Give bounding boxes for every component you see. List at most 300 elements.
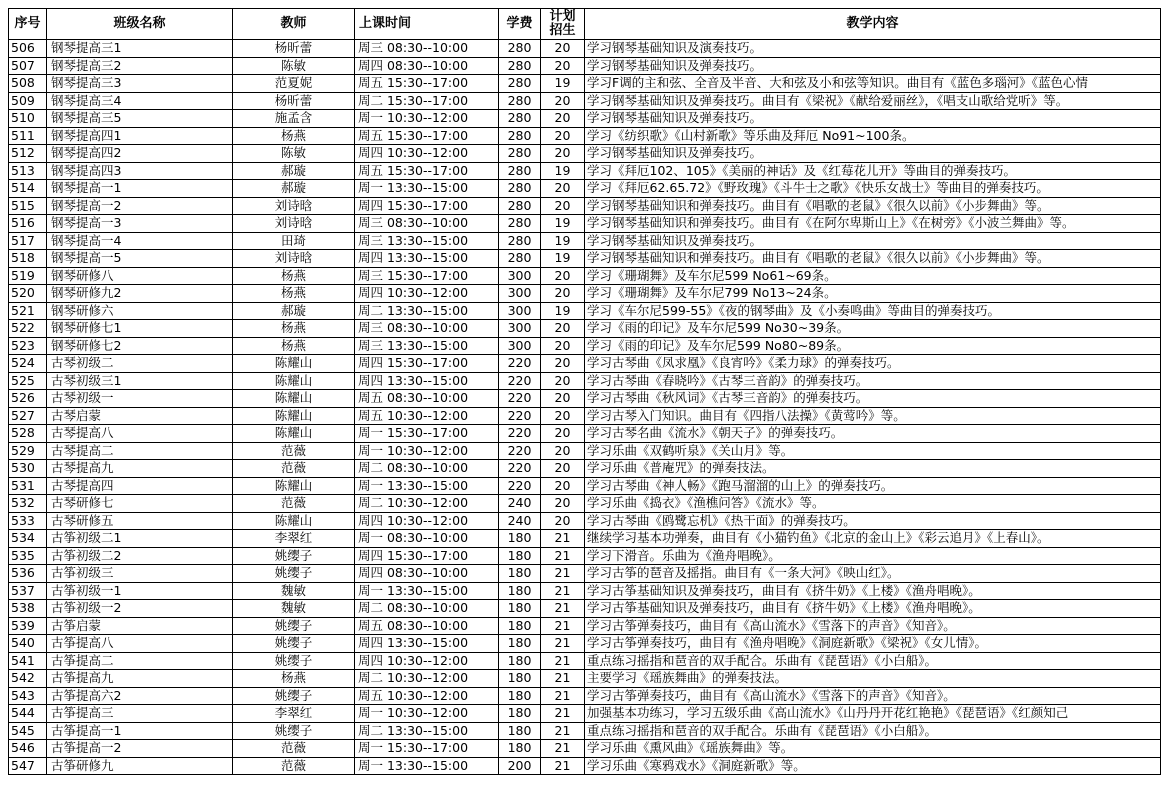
cell-planned-enrollment: 19 [541,232,585,250]
cell-planned-enrollment: 19 [541,75,585,93]
cell-serial: 516 [9,215,47,233]
cell-teacher: 陈耀山 [233,512,355,530]
cell-class-name: 古琴提高二 [47,442,233,460]
cell-class-name: 古筝初级一1 [47,582,233,600]
cell-teacher: 范夏妮 [233,75,355,93]
cell-planned-enrollment: 19 [541,215,585,233]
table-row [9,670,1161,688]
cell-class-name: 钢琴提高一4 [47,232,233,250]
cell-class-time: 周五 15:30--17:00 [355,127,499,145]
cell-serial: 523 [9,337,47,355]
cell-teacher: 杨燕 [233,337,355,355]
cell-teaching-content: 学习钢琴基础知识及弹奏技巧。 [585,232,1161,250]
cell-fee: 280 [499,180,541,198]
table-row [9,337,1161,355]
cell-teacher: 李翠红 [233,530,355,548]
cell-teaching-content: 学习乐曲《寒鸦戏水》《洞庭新歌》等。 [585,757,1161,775]
cell-class-name: 古琴提高四 [47,477,233,495]
cell-class-name: 古琴研修七 [47,495,233,513]
cell-fee: 180 [499,652,541,670]
cell-serial: 544 [9,705,47,723]
cell-class-name: 钢琴研修七2 [47,337,233,355]
cell-fee: 280 [499,145,541,163]
cell-fee: 180 [499,635,541,653]
cell-class-name: 钢琴研修八 [47,267,233,285]
cell-teaching-content: 学习《珊瑚舞》及车尔尼599 No61~69条。 [585,267,1161,285]
cell-fee: 180 [499,582,541,600]
cell-planned-enrollment: 20 [541,92,585,110]
cell-planned-enrollment: 21 [541,547,585,565]
cell-class-time: 周五 10:30--12:00 [355,407,499,425]
cell-planned-enrollment: 20 [541,390,585,408]
cell-class-time: 周二 10:30--12:00 [355,495,499,513]
table-row [9,250,1161,268]
cell-teacher: 陈耀山 [233,372,355,390]
cell-class-time: 周四 15:30--17:00 [355,547,499,565]
cell-class-time: 周三 13:30--15:00 [355,232,499,250]
cell-teaching-content: 学习乐曲《熏风曲》《瑶族舞曲》等。 [585,740,1161,758]
cell-class-time: 周四 13:30--15:00 [355,635,499,653]
cell-planned-enrollment: 20 [541,197,585,215]
cell-fee: 300 [499,320,541,338]
table-row [9,75,1161,93]
cell-teaching-content: 重点练习摇指和琶音的双手配合。乐曲有《琵琶语》《小白船》。 [585,652,1161,670]
table-row [9,652,1161,670]
cell-teacher: 陈敏 [233,145,355,163]
cell-class-time: 周四 10:30--12:00 [355,652,499,670]
cell-class-time: 周一 13:30--15:00 [355,477,499,495]
cell-teacher: 杨燕 [233,127,355,145]
cell-fee: 280 [499,40,541,58]
cell-teaching-content: 学习钢琴基础知识和弹奏技巧。曲目有《唱歌的老鼠》《很久以前》《小步舞曲》等。 [585,197,1161,215]
cell-class-name: 古筝提高二 [47,652,233,670]
cell-teaching-content: 加强基本功练习，学习五级乐曲《高山流水》《山丹丹开花红艳艳》《琵琶语》《红颜知己 [585,705,1161,723]
cell-fee: 280 [499,215,541,233]
cell-teacher: 施孟含 [233,110,355,128]
cell-teacher: 姚缨子 [233,565,355,583]
table-row [9,757,1161,775]
cell-class-name: 钢琴提高一1 [47,180,233,198]
cell-teacher: 陈耀山 [233,425,355,443]
cell-serial: 526 [9,390,47,408]
cell-class-time: 周五 08:30--10:00 [355,617,499,635]
cell-class-name: 古筝启蒙 [47,617,233,635]
table-row [9,127,1161,145]
cell-teaching-content: 学习古琴曲《秋风词》《古琴三音韵》的弹奏技巧。 [585,390,1161,408]
table-row [9,477,1161,495]
cell-teacher: 杨昕蕾 [233,92,355,110]
cell-teaching-content: 学习古筝基础知识及弹奏技巧，曲目有《挤牛奶》《上楼》《渔舟唱晚》。 [585,582,1161,600]
cell-fee: 220 [499,425,541,443]
cell-serial: 507 [9,57,47,75]
cell-serial: 528 [9,425,47,443]
cell-class-name: 钢琴提高三2 [47,57,233,75]
cell-teacher: 郝璇 [233,180,355,198]
cell-fee: 280 [499,250,541,268]
table-row [9,92,1161,110]
cell-teacher: 杨燕 [233,285,355,303]
cell-serial: 543 [9,687,47,705]
cell-class-time: 周四 13:30--15:00 [355,372,499,390]
cell-fee: 280 [499,127,541,145]
cell-planned-enrollment: 21 [541,740,585,758]
cell-class-name: 古琴初级一 [47,390,233,408]
cell-planned-enrollment: 20 [541,320,585,338]
cell-planned-enrollment: 20 [541,372,585,390]
course-table [8,8,1161,775]
cell-teacher: 范薇 [233,757,355,775]
table-row [9,320,1161,338]
cell-serial: 538 [9,600,47,618]
header-teaching-content: 教学内容 [585,9,1161,40]
cell-planned-enrollment: 21 [541,617,585,635]
cell-teaching-content: 学习《车尔尼599-55》《夜的钢琴曲》及《小奏鸣曲》等曲目的弹奏技巧。 [585,302,1161,320]
cell-class-time: 周一 13:30--15:00 [355,757,499,775]
cell-class-name: 钢琴提高三1 [47,40,233,58]
table-row [9,687,1161,705]
cell-class-time: 周三 13:30--15:00 [355,337,499,355]
cell-teacher: 刘诗晗 [233,215,355,233]
cell-serial: 534 [9,530,47,548]
table-row [9,267,1161,285]
cell-class-time: 周一 15:30--17:00 [355,740,499,758]
cell-teacher: 姚缨子 [233,652,355,670]
cell-class-time: 周四 08:30--10:00 [355,57,499,75]
cell-teacher: 郝璇 [233,162,355,180]
cell-teaching-content: 学习乐曲《捣衣》《渔樵问答》《流水》等。 [585,495,1161,513]
cell-teaching-content: 学习古筝基础知识及弹奏技巧，曲目有《挤牛奶》《上楼》《渔舟唱晚》。 [585,600,1161,618]
cell-serial: 531 [9,477,47,495]
cell-fee: 300 [499,267,541,285]
cell-teaching-content: 学习古筝弹奏技巧，曲目有《渔舟唱晚》《洞庭新歌》《梁祝》《女儿情》。 [585,635,1161,653]
header-fee: 学费 [499,9,541,40]
cell-planned-enrollment: 21 [541,722,585,740]
cell-class-time: 周一 10:30--12:00 [355,110,499,128]
cell-teaching-content: 学习钢琴基础知识及弹奏技巧。 [585,110,1161,128]
table-row [9,162,1161,180]
cell-planned-enrollment: 21 [541,565,585,583]
table-row [9,722,1161,740]
table-row [9,215,1161,233]
cell-class-time: 周二 08:30--10:00 [355,460,499,478]
header-planned-enrollment: 计划招生 [541,9,585,40]
cell-serial: 518 [9,250,47,268]
table-row [9,285,1161,303]
cell-serial: 520 [9,285,47,303]
table-row [9,180,1161,198]
cell-class-name: 古琴初级三1 [47,372,233,390]
cell-class-time: 周二 08:30--10:00 [355,600,499,618]
cell-teacher: 刘诗晗 [233,250,355,268]
cell-serial: 522 [9,320,47,338]
cell-fee: 180 [499,530,541,548]
cell-planned-enrollment: 20 [541,355,585,373]
cell-teaching-content: 学习《拜厄62.65.72》《野玫瑰》《斗牛士之歌》《快乐女战士》等曲目的弹奏技巧。 [585,180,1161,198]
cell-fee: 300 [499,337,541,355]
cell-serial: 525 [9,372,47,390]
cell-serial: 540 [9,635,47,653]
cell-planned-enrollment: 20 [541,495,585,513]
cell-teacher: 郝璇 [233,302,355,320]
cell-class-name: 钢琴提高四3 [47,162,233,180]
cell-planned-enrollment: 19 [541,250,585,268]
cell-fee: 220 [499,477,541,495]
cell-fee: 220 [499,442,541,460]
cell-teaching-content: 继续学习基本功弹奏，曲目有《小猫钓鱼》《北京的金山上》《彩云追月》《上春山》。 [585,530,1161,548]
cell-class-time: 周一 10:30--12:00 [355,705,499,723]
table-row [9,145,1161,163]
cell-class-name: 钢琴提高一2 [47,197,233,215]
cell-class-name: 古琴提高八 [47,425,233,443]
cell-teaching-content: 学习《珊瑚舞》及车尔尼799 No13~24条。 [585,285,1161,303]
cell-planned-enrollment: 19 [541,302,585,320]
cell-fee: 180 [499,722,541,740]
cell-class-name: 古筝初级二1 [47,530,233,548]
cell-class-name: 古筝初级一2 [47,600,233,618]
cell-planned-enrollment: 20 [541,127,585,145]
cell-serial: 506 [9,40,47,58]
table-row [9,442,1161,460]
cell-class-name: 钢琴研修九2 [47,285,233,303]
cell-class-name: 古琴提高九 [47,460,233,478]
cell-class-time: 周二 13:30--15:00 [355,722,499,740]
cell-fee: 240 [499,512,541,530]
cell-fee: 180 [499,617,541,635]
header-teacher: 教师 [233,9,355,40]
cell-fee: 280 [499,92,541,110]
cell-serial: 524 [9,355,47,373]
table-row [9,705,1161,723]
cell-teacher: 陈耀山 [233,407,355,425]
cell-fee: 180 [499,670,541,688]
cell-serial: 521 [9,302,47,320]
table-row [9,40,1161,58]
cell-teacher: 杨燕 [233,320,355,338]
cell-class-time: 周五 15:30--17:00 [355,75,499,93]
cell-class-time: 周四 13:30--15:00 [355,250,499,268]
cell-class-time: 周一 13:30--15:00 [355,180,499,198]
table-row [9,355,1161,373]
cell-class-time: 周四 08:30--10:00 [355,565,499,583]
cell-planned-enrollment: 20 [541,407,585,425]
cell-planned-enrollment: 21 [541,687,585,705]
cell-fee: 180 [499,705,541,723]
cell-teaching-content: 学习古筝弹奏技巧，曲目有《高山流水》《雪落下的声音》《知音》。 [585,617,1161,635]
cell-teaching-content: 学习古琴入门知识。曲目有《四指八法操》《黄莺吟》等。 [585,407,1161,425]
cell-class-time: 周五 08:30--10:00 [355,390,499,408]
cell-teaching-content: 学习钢琴基础知识及弹奏技巧。曲目有《梁祝》《献给爱丽丝》，《唱支山歌给党听》等。 [585,92,1161,110]
table-body [9,40,1161,775]
cell-teacher: 李翠红 [233,705,355,723]
cell-class-time: 周二 15:30--17:00 [355,92,499,110]
cell-class-name: 古筝初级三 [47,565,233,583]
cell-class-name: 古琴研修五 [47,512,233,530]
cell-teaching-content: 学习乐曲《普庵咒》的弹奏技法。 [585,460,1161,478]
cell-teaching-content: 学习钢琴基础知识和弹奏技巧。曲目有《唱歌的老鼠》《很久以前》《小步舞曲》等。 [585,250,1161,268]
cell-fee: 300 [499,285,541,303]
cell-fee: 280 [499,110,541,128]
cell-planned-enrollment: 20 [541,57,585,75]
cell-teacher: 姚缨子 [233,617,355,635]
cell-teacher: 姚缨子 [233,687,355,705]
header-class-name: 班级名称 [47,9,233,40]
cell-serial: 539 [9,617,47,635]
cell-teaching-content: 学习古筝的琶音及摇指。曲目有《一条大河》《映山红》。 [585,565,1161,583]
cell-fee: 220 [499,390,541,408]
cell-serial: 513 [9,162,47,180]
cell-class-name: 古琴启蒙 [47,407,233,425]
cell-serial: 533 [9,512,47,530]
cell-class-time: 周二 13:30--15:00 [355,302,499,320]
cell-teaching-content: 学习古琴曲《凤求凰》《良宵吟》《柔力球》的弹奏技巧。 [585,355,1161,373]
cell-serial: 542 [9,670,47,688]
cell-class-time: 周四 15:30--17:00 [355,197,499,215]
table-row [9,57,1161,75]
cell-class-time: 周三 08:30--10:00 [355,320,499,338]
cell-planned-enrollment: 21 [541,652,585,670]
cell-class-name: 古筝提高八 [47,635,233,653]
cell-class-name: 钢琴提高三5 [47,110,233,128]
cell-serial: 536 [9,565,47,583]
cell-teacher: 范薇 [233,460,355,478]
cell-teaching-content: 学习古筝弹奏技巧，曲目有《高山流水》《雪落下的声音》《知音》。 [585,687,1161,705]
table-row [9,407,1161,425]
cell-teaching-content: 学习古琴名曲《流水》《朝天子》的弹奏技巧。 [585,425,1161,443]
cell-fee: 180 [499,687,541,705]
cell-fee: 300 [499,302,541,320]
table-row [9,460,1161,478]
cell-teacher: 陈耀山 [233,390,355,408]
cell-fee: 180 [499,565,541,583]
cell-class-name: 古筝提高九 [47,670,233,688]
cell-teaching-content: 主要学习《瑶族舞曲》的弹奏技法。 [585,670,1161,688]
cell-class-time: 周四 10:30--12:00 [355,512,499,530]
cell-teacher: 魏敏 [233,582,355,600]
cell-teaching-content: 学习古琴曲《鸥鹭忘机》《热干面》的弹奏技巧。 [585,512,1161,530]
cell-fee: 180 [499,547,541,565]
table-row [9,582,1161,600]
cell-class-time: 周一 10:30--12:00 [355,442,499,460]
header-class-time: 上课时间 [355,9,499,40]
cell-serial: 517 [9,232,47,250]
cell-class-name: 古筝提高一1 [47,722,233,740]
cell-teacher: 杨昕蕾 [233,40,355,58]
table-row [9,635,1161,653]
cell-teacher: 杨燕 [233,267,355,285]
cell-class-time: 周三 15:30--17:00 [355,267,499,285]
table-row [9,600,1161,618]
cell-planned-enrollment: 20 [541,477,585,495]
cell-teacher: 范薇 [233,495,355,513]
cell-teaching-content: 学习古琴曲《春晓吟》《古琴三音韵》的弹奏技巧。 [585,372,1161,390]
cell-planned-enrollment: 20 [541,180,585,198]
cell-teaching-content: 学习《拜厄102、105》《美丽的神话》及《红莓花儿开》等曲目的弹奏技巧。 [585,162,1161,180]
cell-teacher: 姚缨子 [233,722,355,740]
cell-class-time: 周一 13:30--15:00 [355,582,499,600]
cell-class-name: 钢琴提高一3 [47,215,233,233]
cell-class-time: 周一 08:30--10:00 [355,530,499,548]
cell-teaching-content: 学习乐曲《双鹤听泉》《关山月》等。 [585,442,1161,460]
cell-class-name: 古筝初级二2 [47,547,233,565]
cell-class-time: 周五 15:30--17:00 [355,162,499,180]
cell-class-time: 周四 10:30--12:00 [355,285,499,303]
cell-teacher: 陈耀山 [233,355,355,373]
table-row [9,617,1161,635]
cell-planned-enrollment: 20 [541,512,585,530]
cell-teaching-content: 学习《雨的印记》及车尔尼599 No80~89条。 [585,337,1161,355]
cell-planned-enrollment: 21 [541,600,585,618]
cell-serial: 545 [9,722,47,740]
cell-class-name: 钢琴提高四1 [47,127,233,145]
cell-fee: 280 [499,197,541,215]
cell-teaching-content: 重点练习摇指和琶音的双手配合。乐曲有《琵琶语》《小白船》。 [585,722,1161,740]
table-row [9,530,1161,548]
cell-class-time: 周二 10:30--12:00 [355,670,499,688]
cell-planned-enrollment: 20 [541,110,585,128]
cell-teaching-content: 学习钢琴基础知识及演奏技巧。 [585,40,1161,58]
cell-planned-enrollment: 20 [541,460,585,478]
cell-teacher: 杨燕 [233,670,355,688]
table-row [9,197,1161,215]
cell-class-name: 钢琴提高四2 [47,145,233,163]
cell-serial: 529 [9,442,47,460]
cell-class-name: 钢琴提高一5 [47,250,233,268]
cell-serial: 547 [9,757,47,775]
cell-serial: 510 [9,110,47,128]
cell-class-time: 周三 08:30--10:00 [355,215,499,233]
cell-fee: 280 [499,75,541,93]
cell-planned-enrollment: 21 [541,705,585,723]
table-row [9,495,1161,513]
cell-teaching-content: 学习《雨的印记》及车尔尼599 No30~39条。 [585,320,1161,338]
cell-class-name: 钢琴提高三3 [47,75,233,93]
cell-fee: 280 [499,57,541,75]
cell-serial: 546 [9,740,47,758]
cell-serial: 519 [9,267,47,285]
cell-teaching-content: 学习古琴曲《神人畅》《跑马溜溜的山上》的弹奏技巧。 [585,477,1161,495]
header-row [9,9,1161,40]
cell-planned-enrollment: 20 [541,40,585,58]
cell-serial: 512 [9,145,47,163]
cell-serial: 532 [9,495,47,513]
cell-planned-enrollment: 20 [541,337,585,355]
cell-teacher: 范薇 [233,442,355,460]
cell-fee: 280 [499,162,541,180]
cell-class-name: 钢琴研修七1 [47,320,233,338]
header-serial: 序号 [9,9,47,40]
cell-serial: 509 [9,92,47,110]
cell-planned-enrollment: 20 [541,267,585,285]
cell-fee: 180 [499,740,541,758]
cell-serial: 514 [9,180,47,198]
cell-teaching-content: 学习下滑音。乐曲为《渔舟唱晚》。 [585,547,1161,565]
cell-serial: 537 [9,582,47,600]
table-row [9,110,1161,128]
cell-class-name: 古筝提高三 [47,705,233,723]
cell-fee: 280 [499,232,541,250]
cell-serial: 511 [9,127,47,145]
cell-teaching-content: 学习F调的主和弦、全音及半音、大和弦及小和弦等知识。曲目有《蓝色多瑙河》《蓝色心情 [585,75,1161,93]
cell-teaching-content: 学习钢琴基础知识和弹奏技巧。曲目有《在阿尔卑斯山上》《在树旁》《小波兰舞曲》等。 [585,215,1161,233]
cell-teacher: 姚缨子 [233,547,355,565]
cell-fee: 200 [499,757,541,775]
cell-serial: 541 [9,652,47,670]
cell-teacher: 范薇 [233,740,355,758]
cell-teaching-content: 学习钢琴基础知识及弹奏技巧。 [585,57,1161,75]
cell-planned-enrollment: 21 [541,670,585,688]
cell-serial: 527 [9,407,47,425]
cell-class-name: 古筝提高六2 [47,687,233,705]
